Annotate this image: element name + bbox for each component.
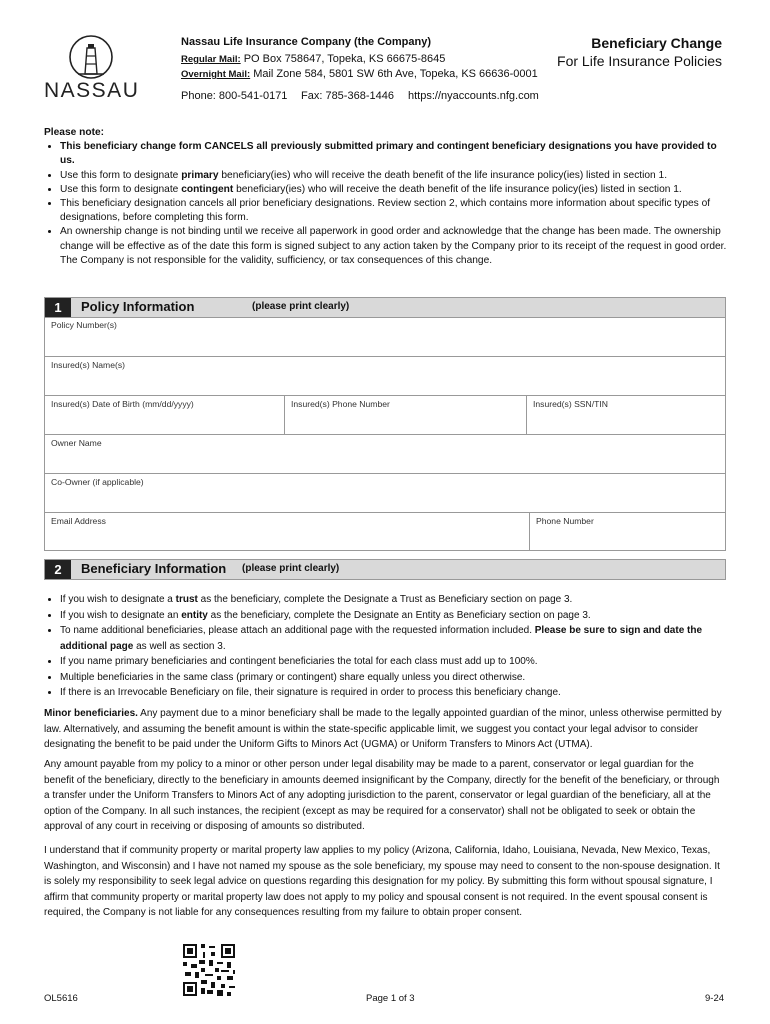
insured-name-field[interactable]: Insured(s) Name(s): [44, 357, 726, 396]
section2-header: [44, 559, 726, 580]
website-link[interactable]: https://nyaccounts.nfg.com: [408, 90, 539, 102]
s2-bullet-6: • If there is an Irrevocable Beneficiary on file, their signature is required in order to process this beneficiary change.: [60, 685, 728, 701]
insured-dob-field[interactable]: Insured(s) Date of Birth (mm/dd/yyyy): [44, 396, 285, 435]
section1-title: Policy Information: [81, 299, 195, 314]
section2-subtitle: (please print clearly): [242, 563, 340, 574]
page-number: Page 1 of 3: [366, 993, 415, 1004]
section1-header: [44, 297, 726, 318]
company-name: Nassau Life Insurance Company (the Company): [181, 36, 431, 48]
insured-ssn-field[interactable]: Insured(s) SSN/TIN: [526, 396, 726, 435]
qr-code: [181, 942, 237, 998]
note-bullet-3: • Use this form to designate contingent beneficiary(ies) who will receive the death benefit of the life insurance policy(ies) listed in section 1.: [60, 183, 728, 197]
section2-title: Beneficiary Information: [81, 561, 227, 576]
note-bullet-5: • An ownership change is not binding until we receive all paperwork in good order and acknowledge that the change has been made. The ownership change will be effective as of the date this form is signed subject to any action taken by the Company prior to its receipt of the request in good order. The Company is not responsible for the validity, sufficiency, or tax consequences of this change.: [60, 225, 728, 268]
s2-bullet-4: • If you name primary beneficiaries and contingent beneficiaries the total for each class must add up to 100%.: [60, 654, 728, 670]
insured-phone-field[interactable]: Insured(s) Phone Number: [284, 396, 527, 435]
note-bullet-4: • This beneficiary designation cancels all prior beneficiary designations. Review section 2, which contains more information about specific types of designations, before completing this form.: [60, 197, 728, 225]
please-note: [44, 126, 728, 268]
note-bullet-2: • Use this form to designate primary beneficiary(ies) who will receive the death benefit of the life insurance policy(ies) listed in section 1.: [60, 169, 728, 183]
overnight-mail-address: Mail Zone 584, 5801 SW 6th Ave, Topeka, KS 66636-0001: [250, 68, 538, 80]
form-id: OL5616: [44, 993, 78, 1004]
owner-name-field[interactable]: Owner Name: [44, 435, 726, 474]
community-property-paragraph: I understand that if community property or marital property law applies to my policy (Arizona, California, Idaho, Louisiana, Nevada, New Mexico, Texas, Washington, and Wisconsin) and I have not named my spouse as the sole beneficiary, my spouse may need to consent to the non-spouse designation. It is solely my responsibility to seek legal advice on questions regarding this designation for my policy. By submitting this form without spousal signature, I affirm that community property or marital property law does not apply to my policy and spousal consent is not required. In the event spousal consent is required, the Company is not liable for any consequences resulting from my failure to obtain proper consent.: [44, 845, 720, 918]
logo-text: NASSAU: [44, 79, 140, 102]
minor-beneficiaries-paragraph: Minor beneficiaries. Any payment due to a minor beneficiary shall be made to the legally appointed guardian of the minor, unless otherwise permitted by law. Alternatively, and assuming the benefit amount is within the state-specific applicable limit, we suggest you contact your legal advisor to consider designating the benefit to be paid under the Uniform Gifts to Minors Act (UGMA) or Uniform Transfers to Minors Act (UTMA).: [44, 708, 722, 750]
section2-bullets: [44, 592, 728, 701]
regular-mail-label: Regular Mail:: [181, 54, 241, 65]
overnight-mail-label: Overnight Mail:: [181, 69, 251, 80]
form-date: 9-24: [705, 993, 725, 1004]
s2-bullet-3: • To name additional beneficiaries, please attach an additional page with the requested information included. Please be sure to sign and date the additional page as well as section 3.: [60, 623, 728, 654]
regular-mail: [181, 52, 581, 67]
form-title-block: [557, 34, 722, 70]
section1-subtitle: (please print clearly): [252, 301, 350, 312]
regular-mail-address: PO Box 758647, Topeka, KS 66675-8645: [240, 53, 446, 65]
form-subtitle: For Life Insurance Policies: [557, 53, 722, 69]
s2-bullet-1: • If you wish to designate a trust as the beneficiary, complete the Designate a Trust as Beneficiary section on page 3.: [60, 592, 728, 608]
s2-bullet-5: • Multiple beneficiaries in the same class (primary or contingent) share equally unless you direct otherwise.: [60, 670, 728, 686]
fax-text: Fax: 785-368-1446: [301, 90, 394, 102]
overnight-mail: [181, 67, 581, 82]
email-field[interactable]: Email Address: [44, 513, 530, 551]
phone-number-field[interactable]: Phone Number: [529, 513, 726, 551]
company-info: [181, 35, 581, 82]
form-title: Beneficiary Change: [591, 35, 722, 51]
section2-number: 2: [45, 560, 71, 579]
section1-number: 1: [45, 298, 71, 317]
phone-text: Phone: 800-541-0171: [181, 90, 288, 102]
policy-number-field[interactable]: Policy Number(s): [44, 317, 726, 357]
co-owner-field[interactable]: Co-Owner (if applicable): [44, 474, 726, 513]
s2-bullet-2: • If you wish to designate an entity as the beneficiary, complete the Designate an Entity as Beneficiary section on page 3.: [60, 608, 728, 624]
note-bullet-1: • This beneficiary change form CANCELS all previously submitted primary and contingent beneficiary designations you have provided to us.: [60, 140, 728, 168]
lighthouse-logo-icon: [68, 34, 114, 80]
note-heading: Please note:: [44, 127, 105, 138]
legal-disability-paragraph: Any amount payable from my policy to a minor or other person under legal disability may be made to a parent, conservator or legal guardian for the benefit of the beneficiary, directly to the beneficiary in amounts deemed insignificant by the Company, directly for the benefit of the beneficiary, or through a transfer under the Uniform Transfers to Minors Act of any adopting jurisdiction to the parent, conservator or legal guardian of the beneficiary, all at the option of the Company. In all such instances, the recipient (except as may be required for a conservator) shall not be obligated to seek or obtain the approval of any court in receiving or disposing of amounts so distributed.: [44, 759, 720, 832]
